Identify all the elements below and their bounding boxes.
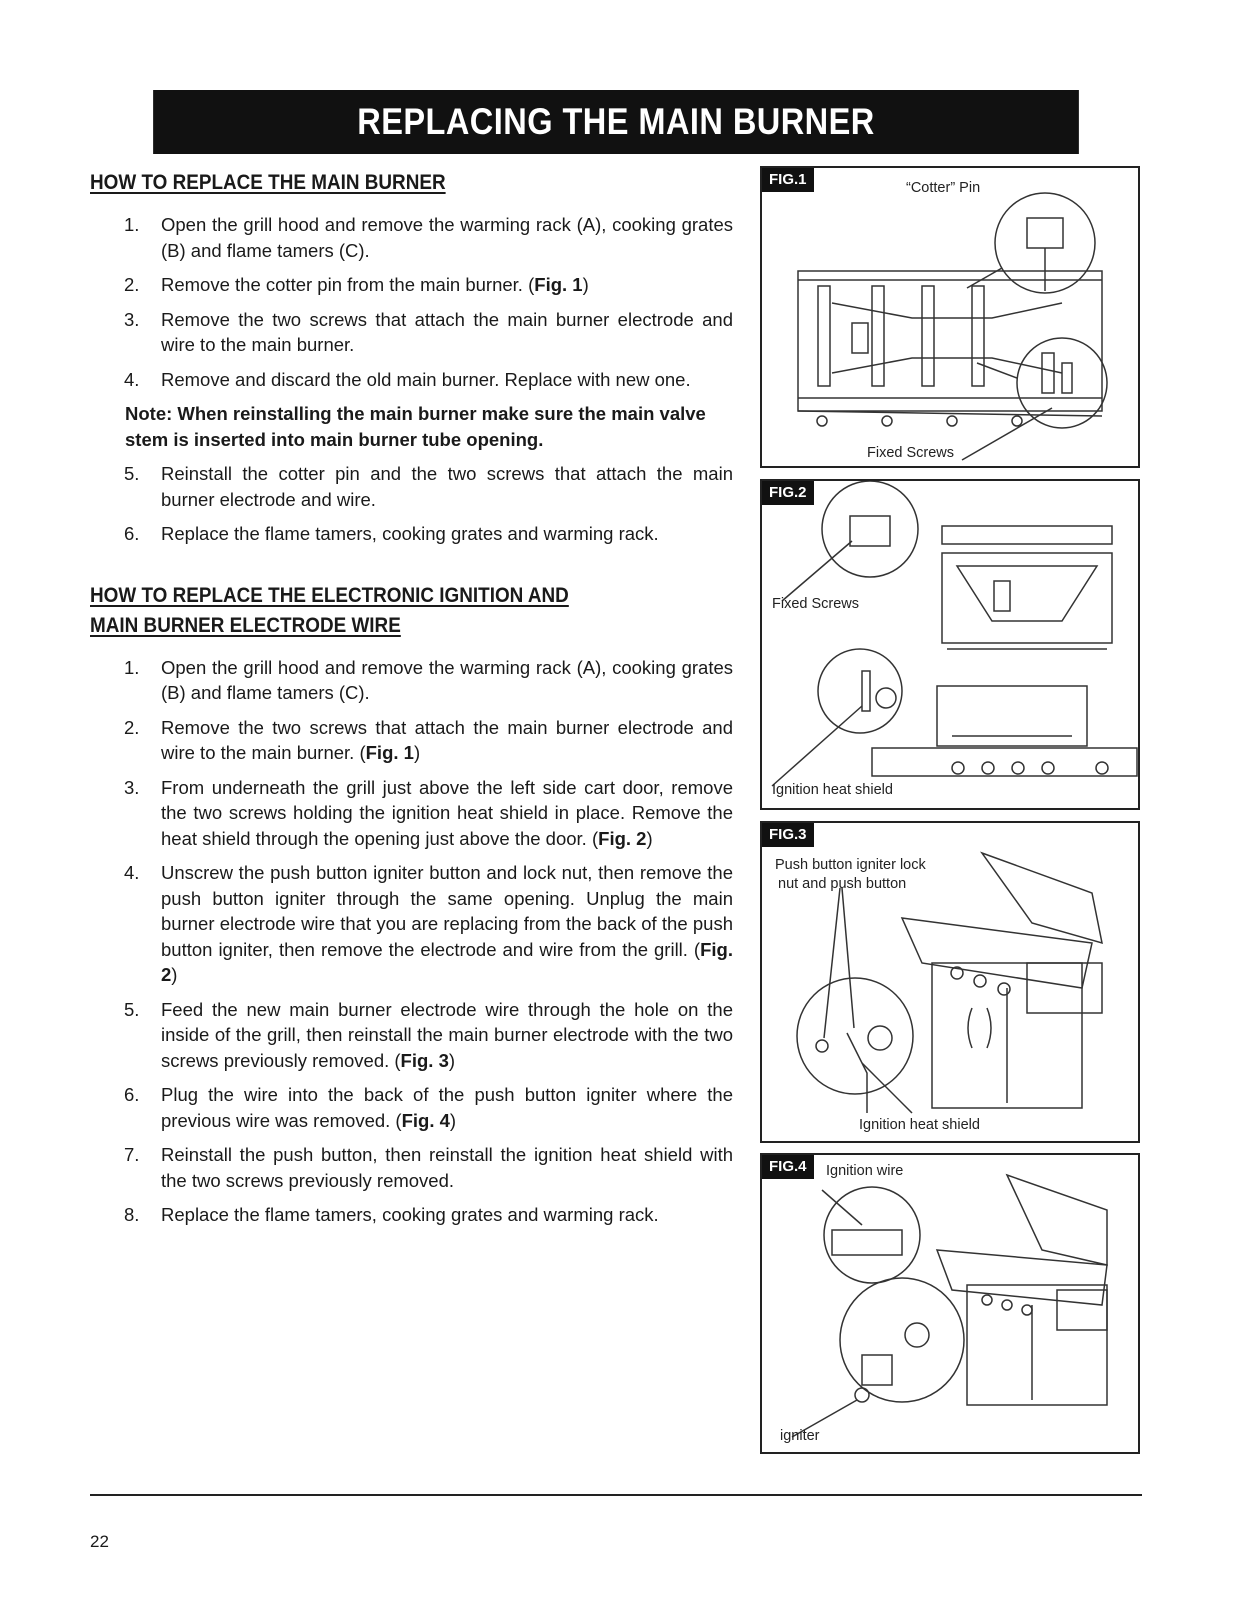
burner-diagram-illustration <box>762 168 1140 468</box>
list-item: 3. From underneath the grill just above the left side cart door, remove the two screws holding the ignition heat shield in place. Remove the heat shield through the opening just above the door. (Fig. 2) <box>124 776 733 849</box>
ignition-wire-label: Ignition wire <box>826 1163 904 1179</box>
installation-note: Note: When reinstalling the main burner make sure the main valve stem is inserted into main burner tube opening. <box>125 403 706 450</box>
cotter-pin-label: “Cotter” Pin <box>906 180 981 196</box>
page-number: 22 <box>90 1532 109 1551</box>
figure-reference: Fig. 1 <box>534 274 583 295</box>
list-item: 4. Unscrew the push button igniter button and lock nut, then remove the push button igniter through the same opening. Unplug the main burner electrode wire that you are replacing from the back of the push button igniter, then remove the electrode and wire from the grill. (Fig. 2) <box>124 862 733 985</box>
ignition-wire-diagram-illustration <box>762 1155 1140 1454</box>
list-item: 1. Open the grill hood and remove the warming rack (A), cooking grates (B) and flame tamers (C). <box>124 656 733 703</box>
figure-reference: Fig. 2 <box>598 827 647 849</box>
list-item: 3. Remove the two screws that attach the main burner electrode and wire to the main burner. <box>124 308 733 355</box>
list-item: 6. Plug the wire into the back of the push button igniter where the previous wire was removed. (Fig. 4) <box>124 1084 733 1131</box>
main-burner-steps-continued <box>90 461 733 547</box>
list-item: 7. Reinstall the push button, then reinstall the ignition heat shield with the two screws previously removed. <box>124 1144 733 1191</box>
igniter-label: igniter <box>780 1428 820 1444</box>
figure-2 <box>760 479 1140 810</box>
instructions-column <box>90 168 733 1237</box>
ignition-heat-shield-label: Ignition heat shield <box>859 1117 980 1133</box>
push-button-igniter-label: Push button igniter lock <box>775 857 926 873</box>
fixed-screws-label: Fixed Screws <box>772 596 860 612</box>
list-item: 1. Open the grill hood and remove the warming rack (A), cooking grates (B) and flame tamers (C). <box>124 214 733 261</box>
list-item: 2. Remove the cotter pin from the main burner. (Fig. 1) <box>124 274 589 295</box>
list-item: 4. Remove and discard the old main burner. Replace with new one. <box>124 368 691 390</box>
section-heading-ignition: HOW TO REPLACE THE ELECTRONIC IGNITION AND MAIN BURNER ELECTRODE WIRE <box>90 583 569 637</box>
figure-tag: FIG.4 <box>762 1155 814 1179</box>
ignition-heat-shield-label: Ignition heat shield <box>772 782 893 798</box>
push-button-igniter-label-line2: nut and push button <box>778 876 907 892</box>
figure-reference: Fig. 3 <box>400 1049 449 1071</box>
footer-divider <box>90 1494 1142 1496</box>
list-item: 2. Remove the two screws that attach the main burner electrode and wire to the main burner. (Fig. 1) <box>124 716 733 763</box>
list-item: 6. Replace the flame tamers, cooking grates and warming rack. <box>124 523 659 544</box>
page-title: REPLACING THE MAIN BURNER <box>153 90 1079 154</box>
figure-reference: Fig. 4 <box>401 1109 450 1131</box>
figure-tag: FIG.3 <box>762 823 814 847</box>
figure-3 <box>760 821 1140 1143</box>
main-burner-steps <box>90 212 733 392</box>
figure-tag: FIG.1 <box>762 168 814 192</box>
figure-4 <box>760 1153 1140 1454</box>
figure-reference: Fig. 2 <box>161 938 733 985</box>
section-heading-main-burner: HOW TO REPLACE THE MAIN BURNER <box>90 171 446 194</box>
fixed-screws-label: Fixed Screws <box>867 445 955 461</box>
figure-reference: Fig. 1 <box>365 742 414 763</box>
heat-shield-diagram-illustration <box>762 481 1140 810</box>
figure-1 <box>760 166 1140 468</box>
ignition-steps <box>90 655 733 1228</box>
list-item: 8. Replace the flame tamers, cooking grates and warming rack. <box>124 1204 659 1225</box>
list-item: 5. Feed the new main burner electrode wire through the hole on the inside of the grill, then reinstall the main burner electrode with the two screws previously removed. (Fig. 3) <box>124 998 733 1071</box>
figure-tag: FIG.2 <box>762 481 814 505</box>
list-item: 5. Reinstall the cotter pin and the two screws that attach the main burner electrode and wire. <box>124 463 733 510</box>
